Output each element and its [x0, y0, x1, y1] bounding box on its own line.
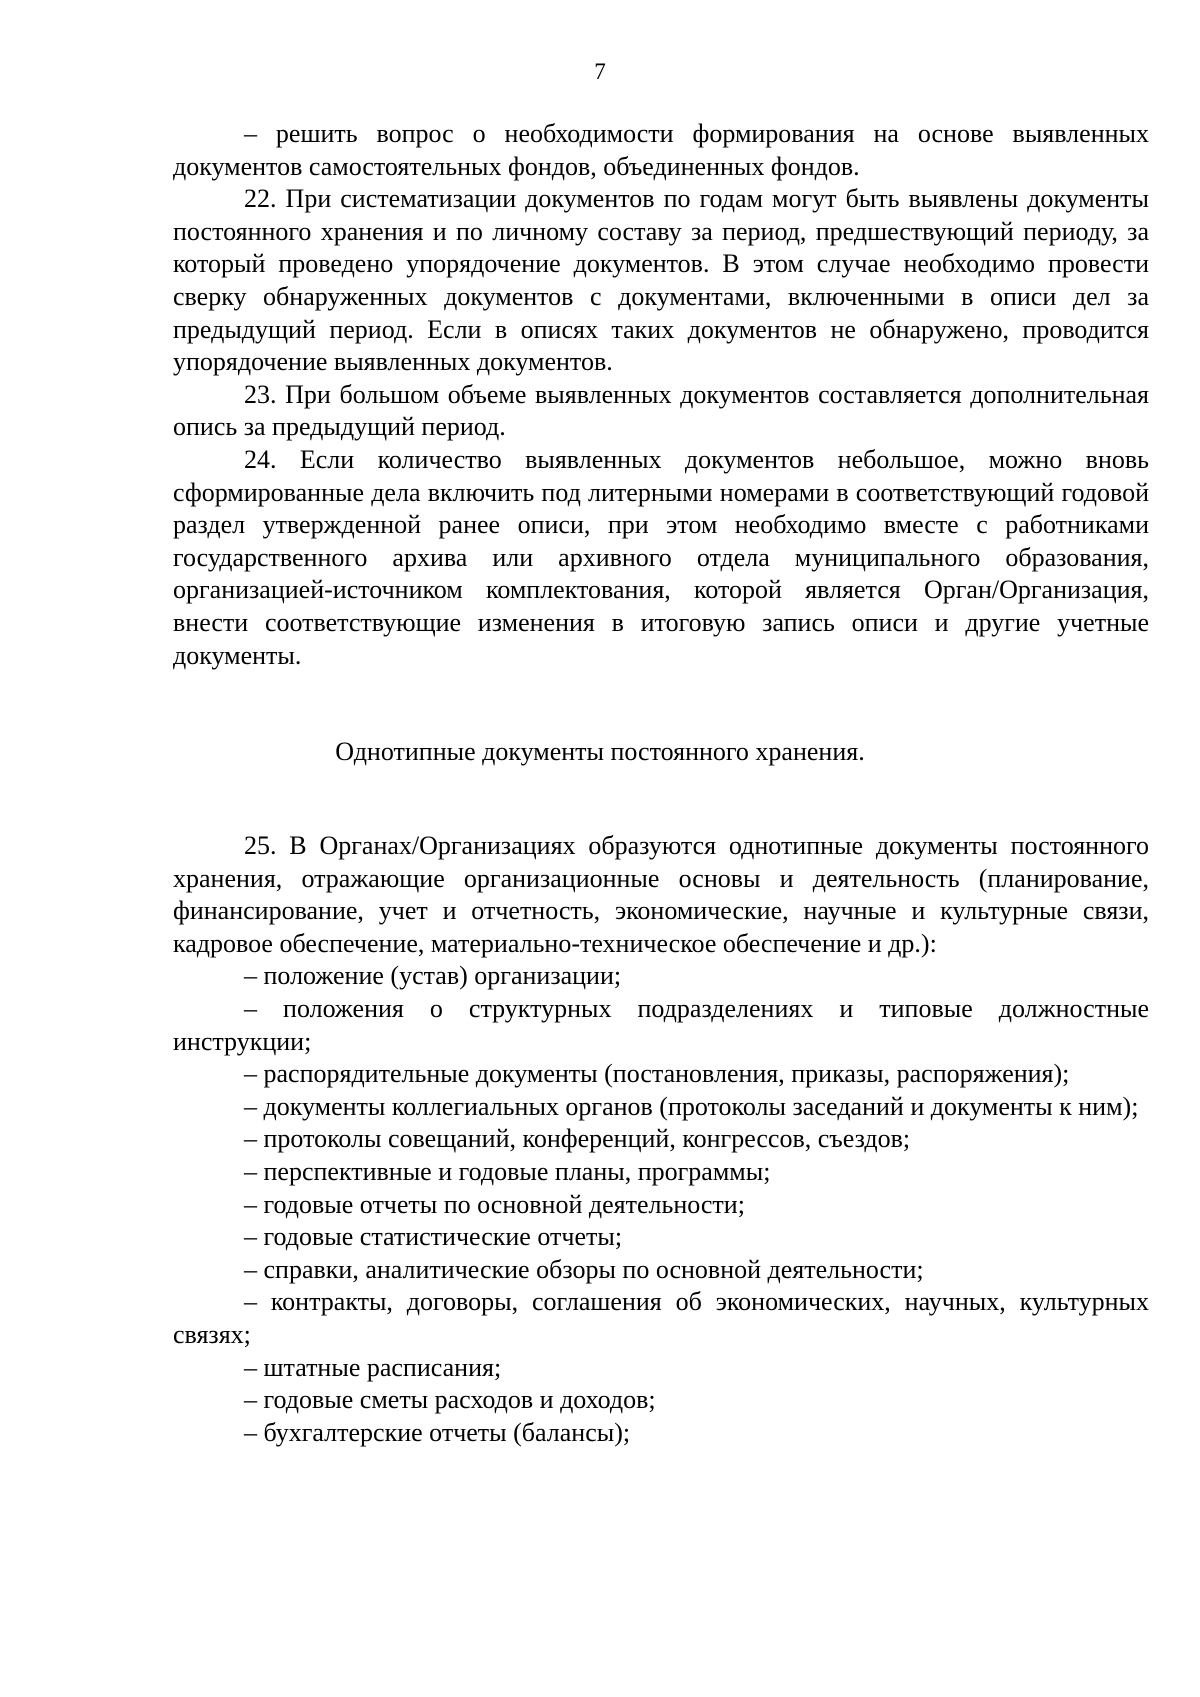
paragraph-24: 24. Если количество выявленных документов небольшое, можно вновь сформированные дела включить под литерными номерами в соответствующий годовой раздел утвержденной ранее описи, при этом необходимо вместе с работниками государственного архива или архивного отдела муниципального образования, организацией-источником комплектования, которой является Орган/Организация, внести соответствующие изменения в итоговую запись описи и другие учетные документы. — [173, 444, 1149, 670]
list-item: – положение (устав) организации; — [244, 961, 622, 991]
list-item: – протоколы совещаний, конференций, конгрессов, съездов; — [244, 1124, 911, 1154]
section-title: Однотипные документы постоянного хранения. — [335, 737, 865, 766]
list-item: – перспективные и годовые планы, программы; — [244, 1156, 771, 1186]
list-item: – годовые статистические отчеты; — [244, 1222, 623, 1252]
list-item: – распорядительные документы (постановления, приказы, распоряжения); — [244, 1059, 1070, 1089]
list-item: – справки, аналитические обзоры по основной деятельности; — [244, 1254, 924, 1284]
paragraph-25: 25. В Органах/Организациях образуются однотипные документы постоянного хранения, отражающие организационные основы и деятельность (планирование, финансирование, учет и отчетность, экономические, научные и культурные связи, кадровое обеспечение, материально-техническое обеспечение и др.): — [173, 831, 1149, 958]
list-item: – годовые сметы расходов и доходов; — [244, 1385, 656, 1415]
list-item: – положения о структурных подразделениях и типовые должностные инструкции; — [173, 993, 1149, 1056]
list-item: – документы коллегиальных органов (протоколы заседаний и документы к ним); — [244, 1091, 1139, 1121]
paragraph: – решить вопрос о необходимости формирования на основе выявленных документов самостоятельных фондов, объединенных фондов. — [173, 119, 1149, 181]
paragraph-23: 23. При большом объеме выявленных документов составляется дополнительная опись за предыдущий период. — [173, 379, 1149, 442]
page-number: 7 — [594, 59, 606, 84]
paragraph-22: 22. При систематизации документов по годам могут быть выявлены документы постоянного хранения и по личному составу за период, предшествующий периоду, за который проведено упорядочение документов. В этом случае необходимо провести сверку обнаруженных документов с документами, включенными в описи дел за предыдущий период. Если в описях таких документов не обнаружено, проводится упорядочение выявленных документов. — [173, 184, 1149, 377]
list-item: – бухгалтерские отчеты (балансы); — [244, 1417, 631, 1447]
list-item: – контракты, договоры, соглашения об экономических, научных, культурных связях; — [173, 1287, 1149, 1349]
list-item: – годовые отчеты по основной деятельности; — [244, 1189, 745, 1219]
text-block-top — [173, 118, 1149, 672]
list-item: – штатные расписания; — [244, 1352, 502, 1382]
text-block-bottom — [173, 830, 1149, 1449]
